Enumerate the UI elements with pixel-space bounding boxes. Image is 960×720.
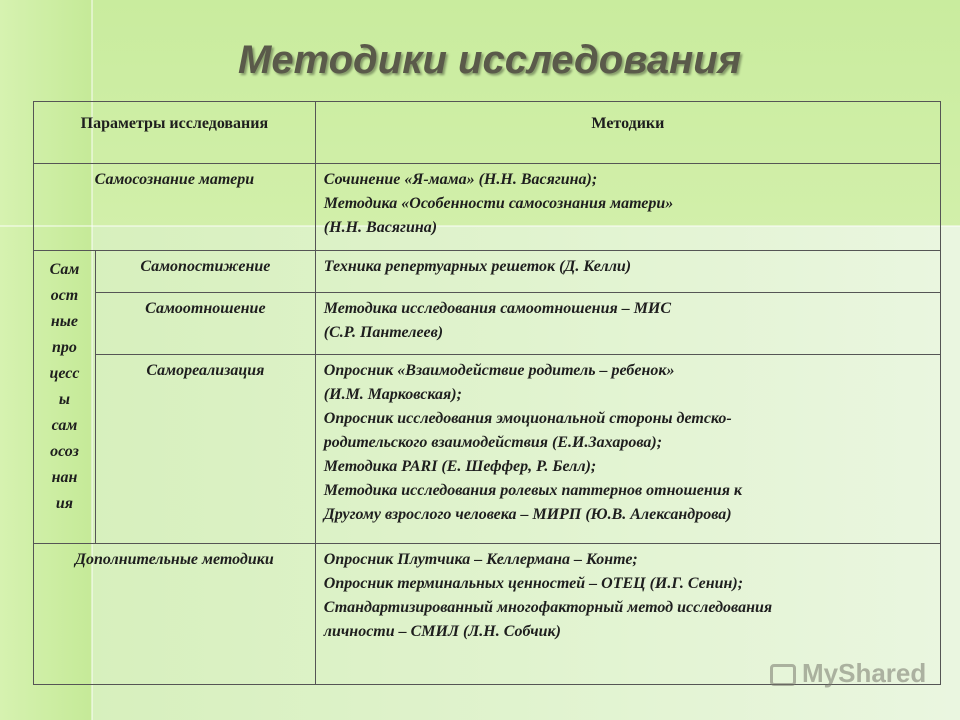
table-row-self-awareness <box>34 164 941 251</box>
param-self-attitude: Самоотношение <box>95 293 315 355</box>
table-row-self-realization <box>34 355 941 544</box>
table-header-row <box>34 102 941 164</box>
processes-label-part: про <box>52 339 77 356</box>
slide-title: Методики исследования <box>238 38 742 82</box>
methods-self-realization <box>315 355 940 544</box>
processes-label-part: нан <box>51 469 78 486</box>
method-line: Методика PARI (Е. Шеффер, Р. Белл); <box>323 458 597 475</box>
method-line: Стандартизированный многофакторный метод исследования <box>323 599 773 616</box>
methods-self-awareness <box>315 164 940 251</box>
method-line: Другому взрослого человека – МИРП (Ю.В. Александрова) <box>323 506 732 523</box>
method-line: Методика исследования ролевых паттернов отношения к <box>323 482 743 499</box>
processes-label-part: цесс <box>49 365 80 382</box>
method-line: Методика «Особенности самосознания матери» <box>323 195 674 212</box>
method-line: (И.М. Марковская); <box>323 386 462 403</box>
watermark <box>770 658 926 689</box>
watermark-text: MyShared <box>802 658 927 688</box>
processes-label-part: Сам <box>49 261 80 278</box>
method-line: родительского взаимодействия (Е.И.Захарова); <box>323 434 663 451</box>
method-line: Опросник исследования эмоциональной стороны детско- <box>323 410 732 427</box>
processes-label-part: сам <box>51 417 78 434</box>
presentation-icon <box>770 664 796 686</box>
methods-self-cognition <box>315 251 940 293</box>
methods-table <box>33 101 941 685</box>
processes-label-part: ия <box>55 495 74 512</box>
processes-label <box>34 251 96 544</box>
method-line: (Н.Н. Васягина) <box>323 219 438 236</box>
processes-label-part: осоз <box>50 443 79 460</box>
method-line: (С.Р. Пантелеев) <box>323 324 444 341</box>
param-self-cognition: Самопостижение <box>95 251 315 293</box>
header-params: Параметры исследования <box>34 102 316 164</box>
param-additional: Дополнительные методики <box>34 544 316 685</box>
methods-self-attitude <box>315 293 940 355</box>
method-line: личности – СМИЛ (Л.Н. Собчик) <box>323 623 561 640</box>
method-line: Опросник терминальных ценностей – ОТЕЦ (И.Г. Сенин); <box>323 575 744 592</box>
method-line: Техника репертуарных решеток (Д. Келли) <box>323 258 632 275</box>
table-row-self-attitude <box>34 293 941 355</box>
method-line: Сочинение «Я-мама» (Н.Н. Васягина); <box>323 171 598 188</box>
table-row-self-cognition <box>34 251 941 293</box>
processes-label-part: ы <box>58 391 71 408</box>
method-line: Опросник Плутчика – Келлермана – Конте; <box>323 551 638 568</box>
method-line: Опросник «Взаимодействие родитель – ребенок» <box>323 362 675 379</box>
header-methods: Методики <box>315 102 940 164</box>
method-line: Методика исследования самоотношения – МИС <box>323 300 672 317</box>
param-self-realization: Самореализация <box>95 355 315 544</box>
processes-label-part: ные <box>50 313 79 330</box>
param-self-awareness: Самосознание матери <box>34 164 316 251</box>
processes-label-part: ост <box>50 287 79 304</box>
